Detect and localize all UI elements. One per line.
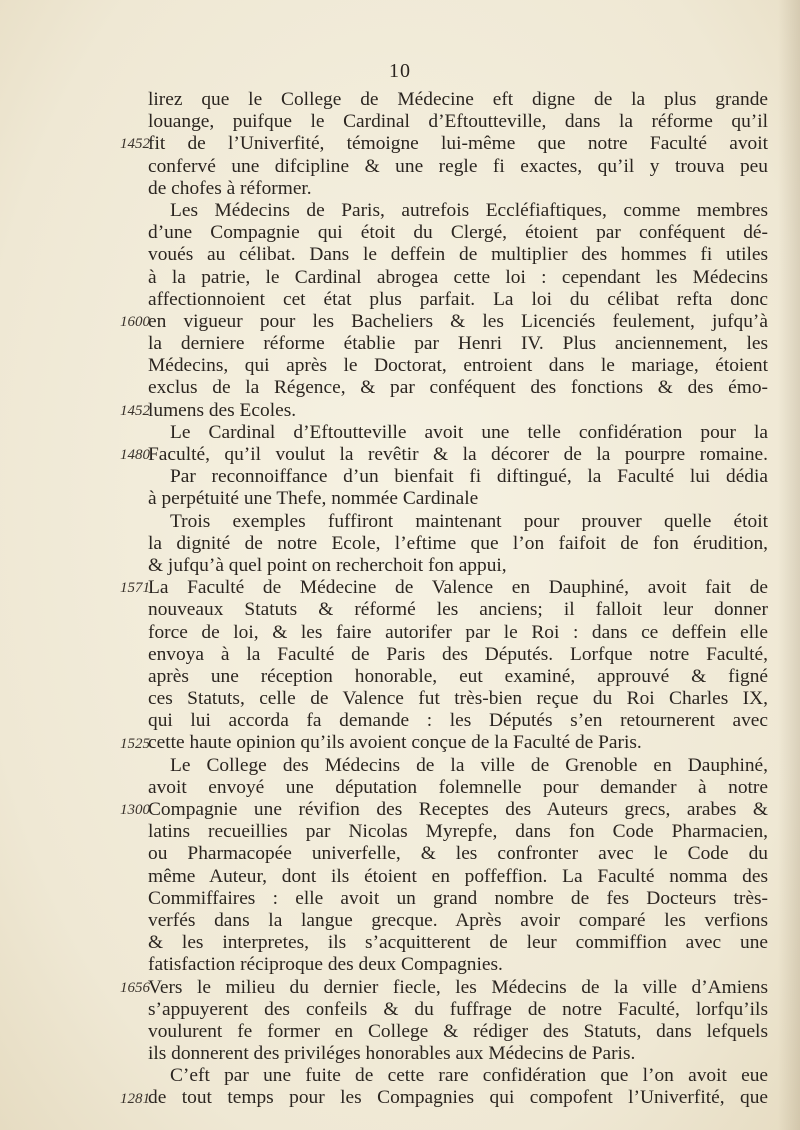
margin-year: 1600 (120, 314, 150, 330)
text-line: à la patrie, le Cardinal abrogea cette loi : cependant les Médecins (148, 266, 768, 288)
margin-year: 1571 (120, 580, 150, 597)
text-line: fatisfaction réciproque des deux Compagnies. (148, 954, 503, 976)
text-line: de tout temps pour les Compagnies qui compofent l’Univerfité, que (148, 1087, 768, 1109)
text-line: s’appuyerent des confeils & du fuffrage de notre Faculté, lorfqu’ils (148, 998, 768, 1020)
text-line: ou Pharmacopée univerfelle, & les confronter avec le Code du (148, 843, 768, 865)
text-line: en vigueur pour les Bacheliers & les Licenciés feulement, jufqu’à (148, 310, 768, 332)
text-line: Par reconnoiffance d’un bienfait fi diftingué, la Faculté lui dédia (170, 466, 768, 488)
page-spine-shadow (778, 0, 800, 1130)
page-number: 10 (389, 60, 411, 82)
text-line: la dignité de notre Ecole, l’eftime que l’on faifoit de fon érudition, (148, 532, 768, 554)
text-line: avoit envoyé une députation folemnelle pour demander à notre (148, 776, 768, 798)
text-line: envoya à la Faculté de Paris des Députés. Lorfque notre Faculté, (148, 643, 768, 665)
text-line: nouveaux Statuts & réformé les anciens; il falloit leur donner (148, 599, 768, 621)
text-line: même Auteur, dont ils étoient en poffeffion. La Faculté nomma des (148, 865, 768, 887)
text-line: lumens des Ecoles. (148, 399, 297, 421)
text-line: fit de l’Univerfité, témoigne lui-même que notre Faculté avoit (148, 133, 768, 155)
text-line: Trois exemples fuffiront maintenant pour prouver quelle étoit (170, 510, 768, 532)
main-text-block (148, 89, 768, 1110)
margin-year: 1281 (120, 1091, 150, 1107)
text-line: verfés dans la langue grecque. Après avoir comparé les verfions (148, 909, 768, 931)
text-line: affectionnoient cet état plus parfait. La loi du célibat refta donc (148, 288, 768, 310)
margin-year: 1656 (120, 980, 150, 996)
text-line: Le Cardinal d’Eftoutteville avoit une telle confidération pour la (170, 421, 768, 443)
text-line: La Faculté de Médecine de Valence en Dauphiné, avoit fait de (148, 577, 768, 599)
margin-year: 1480 (120, 447, 150, 464)
text-line: exclus de la Régence, & par conféquent des fonctions & des émo- (148, 377, 768, 399)
text-line: la derniere réforme établie par Henri IV. Plus anciennement, les (148, 333, 768, 355)
text-line: Vers le milieu du dernier fiecle, les Médecins de la ville d’Amiens (148, 976, 768, 998)
text-line: confervé une difcipline & une regle fi exactes, qu’il y trouva peu (148, 155, 768, 177)
text-line: & les interpretes, ils s’acquitterent de leur commiffion avec une (148, 932, 768, 954)
text-line: force de loi, & les faire autorifer par le Roi : dans ce deffein elle (148, 621, 768, 643)
text-line: Faculté, qu’il voulut la revêtir & la décorer de la pourpre romaine. (148, 444, 768, 465)
text-line: Commiffaires : elle avoit un grand nombre de fes Docteurs très- (148, 887, 768, 909)
margin-year: 1300 (120, 802, 150, 819)
text-line: Médecins, qui après le Doctorat, entroient dans le mariage, étoient (148, 355, 768, 377)
text-line: à perpétuité une Thefe, nommée Cardinale (148, 488, 479, 510)
text-line: qui lui accorda fa demande : les Députés s’en retournerent avec (148, 710, 768, 732)
text-line: & jufqu’à quel point on recherchoit fon appui, (148, 554, 507, 576)
text-line: d’une Compagnie qui étoit du Clergé, étoient par conféquent dé- (148, 222, 768, 244)
text-line: louange, puifque le Cardinal d’Eftoutteville, dans la réforme qu’il (148, 111, 768, 133)
margin-year: 1452 (120, 136, 150, 153)
text-line: voulurent fe former en College & rédiger des Statuts, dans lefquels (148, 1020, 768, 1042)
text-line: ces Statuts, celle de Valence fut très-bien reçue du Roi Charles IX, (148, 688, 768, 710)
margin-year: 1525 (120, 735, 150, 752)
text-line: C’eft par une fuite de cette rare confidération que l’on avoit eue (170, 1065, 768, 1087)
text-line: voués au célibat. Dans le deffein de multiplier des hommes fi utiles (148, 244, 768, 266)
margin-year: 1452 (120, 402, 150, 419)
text-line: cette haute opinion qu’ils avoient conçue de la Faculté de Paris. (148, 732, 642, 754)
text-line: de chofes à réformer. (148, 177, 312, 199)
text-line: après une réception honorable, eut examiné, approuvé & figné (148, 665, 768, 687)
text-line: Le College des Médecins de la ville de Grenoble en Dauphiné, (170, 754, 768, 776)
text-line: Compagnie une révifion des Receptes des Auteurs grecs, arabes & (148, 799, 768, 820)
text-line: latins recueillies par Nicolas Myrepfe, dans fon Code Pharmacien, (148, 821, 768, 843)
text-line: lirez que le College de Médecine eft digne de la plus grande (148, 89, 768, 110)
text-line: ils donnerent des priviléges honorables aux Médecins de Paris. (148, 1043, 636, 1065)
text-line: Les Médecins de Paris, autrefois Eccléfiaftiques, comme membres (170, 199, 768, 221)
